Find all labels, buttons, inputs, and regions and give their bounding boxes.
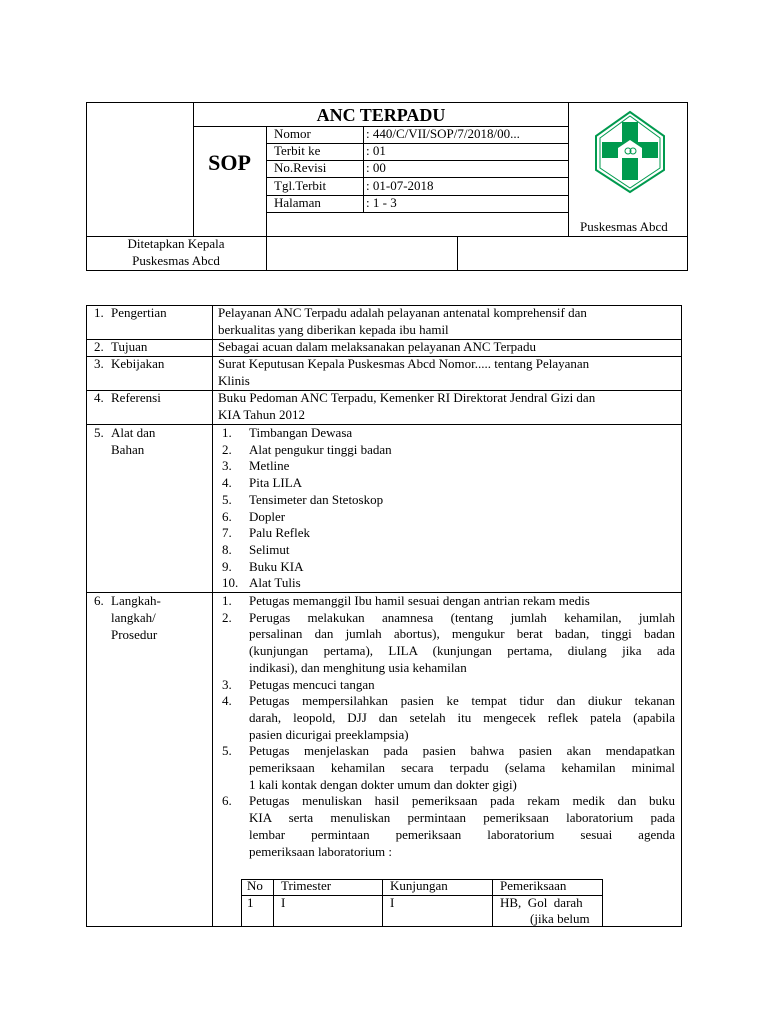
field-label-nomor: Nomor [274,126,311,141]
field-label-tgl: Tgl.Terbit [274,178,327,193]
field-value-revisi: : 00 [366,160,386,175]
alat-item: Dopler [249,508,286,524]
langkah-step-line: persalinan dan jumlah abortus), mengukur berat badan, tinggi badan [249,626,675,642]
section-label-langkah-1: Langkah- [111,593,161,608]
alat-item-number: 9. [222,558,232,574]
langkah-step-line: (kunjungan pertama), LILA (kunjungan pertama, diulang jika ada [249,643,675,659]
section-num-6: 6. [94,593,104,608]
pengertian-line2: berkualitas yang diberikan kepada ibu hamil [218,322,449,337]
kebijakan-line1: Surat Keputusan Kepala Puskesmas Abcd Nomor..... tentang Pelayanan [218,356,590,371]
referensi-line1: Buku Pedoman ANC Terpadu, Kemenker RI Direktorat Jendral Gizi dan [218,390,596,405]
section-label-pengertian: Pengertian [111,305,167,320]
langkah-step-line: Petugas mempersilahkan pasien ke tempat tidur dan diukur tekanan [249,693,675,709]
section-label-alat-1: Alat dan [111,425,156,440]
alat-item-number: 5. [222,491,232,507]
lab-cell-no: 1 [247,895,254,910]
alat-item-number: 6. [222,508,232,524]
field-value-nomor: : 440/C/VII/SOP/7/2018/00... [366,126,520,141]
lab-header-kunjungan: Kunjungan [390,878,448,893]
alat-item-number: 1. [222,425,232,440]
langkah-step-line: Petugas menjelaskan pada pasien bahwa pasien akan mendapatkan [249,743,675,759]
langkah-step-number: 2. [222,609,232,625]
lab-cell-pemeriksaan-2: (jika belum [530,911,590,926]
langkah-step-number: 6. [222,793,232,809]
alat-item: Tensimeter dan Stetoskop [249,491,384,507]
alat-item: Timbangan Dewasa [249,425,353,440]
lab-cell-kunjungan: I [390,895,395,910]
field-label-terbit: Terbit ke [274,143,321,158]
langkah-step-line: lembar permintaan pemeriksaan laboratorium sesuai agenda [249,826,675,842]
alat-item: Alat Tulis [249,575,301,591]
puskesmas-logo-icon [588,106,672,196]
field-label-revisi: No.Revisi [274,160,327,175]
langkah-step-line: Petugas menuliskan hasil pemeriksaan pada rekam medik dan buku [249,793,675,809]
langkah-step-line: Petugas memanggil Ibu hamil sesuai dengan antrian rekam medis [249,593,590,608]
section-num-3: 3. [94,356,104,371]
pengertian-line1: Pelayanan ANC Terpadu adalah pelayanan antenatal komprehensif dan [218,305,587,320]
section-label-referensi: Referensi [111,390,161,405]
alat-item-number: 7. [222,525,232,541]
langkah-step-line: Perugas melakukan anamnesa (tentang jumlah kehamilan, jumlah [249,609,675,625]
document-title: ANC TERPADU [316,105,446,125]
alat-item: Alat pengukur tinggi badan [249,441,392,457]
lab-header-pemeriksaan: Pemeriksaan [500,878,567,893]
alat-item-number: 10. [222,575,239,591]
langkah-step-line: pemeriksaan laboratorium : [249,843,392,859]
langkah-step-line: darah, leopold, DJJ dan setelah itu mengecek reflek patela (apabila [249,709,675,725]
langkah-step-line: 1 kali kontak dengan dokter umum dan dokter gigi) [249,776,517,792]
langkah-step-line: indikasi), dan menghitung usia kehamilan [249,659,467,675]
approval-line1: Ditetapkan Kepala [127,236,225,251]
alat-item: Metline [249,458,290,474]
langkah-step-number: 4. [222,693,232,709]
field-value-halaman: : 1 - 3 [366,195,397,210]
kebijakan-line2: Klinis [218,373,250,388]
langkah-step-line: pasien dicurigai preeklampsia) [249,726,409,742]
lab-cell-pemeriksaan-1: HB, Gol darah [500,895,583,910]
field-label-halaman: Halaman [274,195,321,210]
section-label-tujuan: Tujuan [111,339,148,354]
section-label-kebijakan: Kebijakan [111,356,165,371]
section-num-1: 1. [94,305,104,320]
section-num-5: 5. [94,425,104,440]
langkah-step-number: 1. [222,593,232,608]
lab-header-no: No [247,878,263,893]
section-num-4: 4. [94,390,104,405]
org-name: Puskesmas Abcd [580,219,668,234]
section-label-langkah-2: langkah/ [111,610,156,625]
referensi-line2: KIA Tahun 2012 [218,407,305,422]
langkah-step-number: 3. [222,676,232,692]
section-label-langkah-3: Prosedur [111,627,158,642]
section-label-alat-2: Bahan [111,442,145,457]
field-value-terbit: : 01 [366,143,386,158]
approval-line2: Puskesmas Abcd [132,253,220,268]
alat-item-number: 3. [222,458,232,474]
lab-cell-trimester: I [281,895,286,910]
sop-label: SOP [208,150,251,175]
alat-item: Pita LILA [249,475,303,491]
alat-item-number: 8. [222,541,232,557]
langkah-step-line: Petugas mencuci tangan [249,676,375,692]
langkah-step-line: KIA serta menuliskan permintaan pemeriksaan laboratorium pada [249,810,675,826]
tujuan-line1: Sebagai acuan dalam melaksanakan pelayanan ANC Terpadu [218,339,536,354]
lab-header-trimester: Trimester [281,878,332,893]
alat-item: Selimut [249,541,290,557]
alat-item: Buku KIA [249,558,304,574]
alat-item-number: 2. [222,441,232,457]
section-num-2: 2. [94,339,104,354]
langkah-step-line: pemeriksaan kehamilan secara terpadu (selama kehamilan minimal [249,760,675,775]
alat-item-number: 4. [222,475,232,491]
field-value-tgl: : 01-07-2018 [366,178,434,193]
alat-item: Palu Reflek [249,525,311,541]
langkah-step-number: 5. [222,743,232,759]
